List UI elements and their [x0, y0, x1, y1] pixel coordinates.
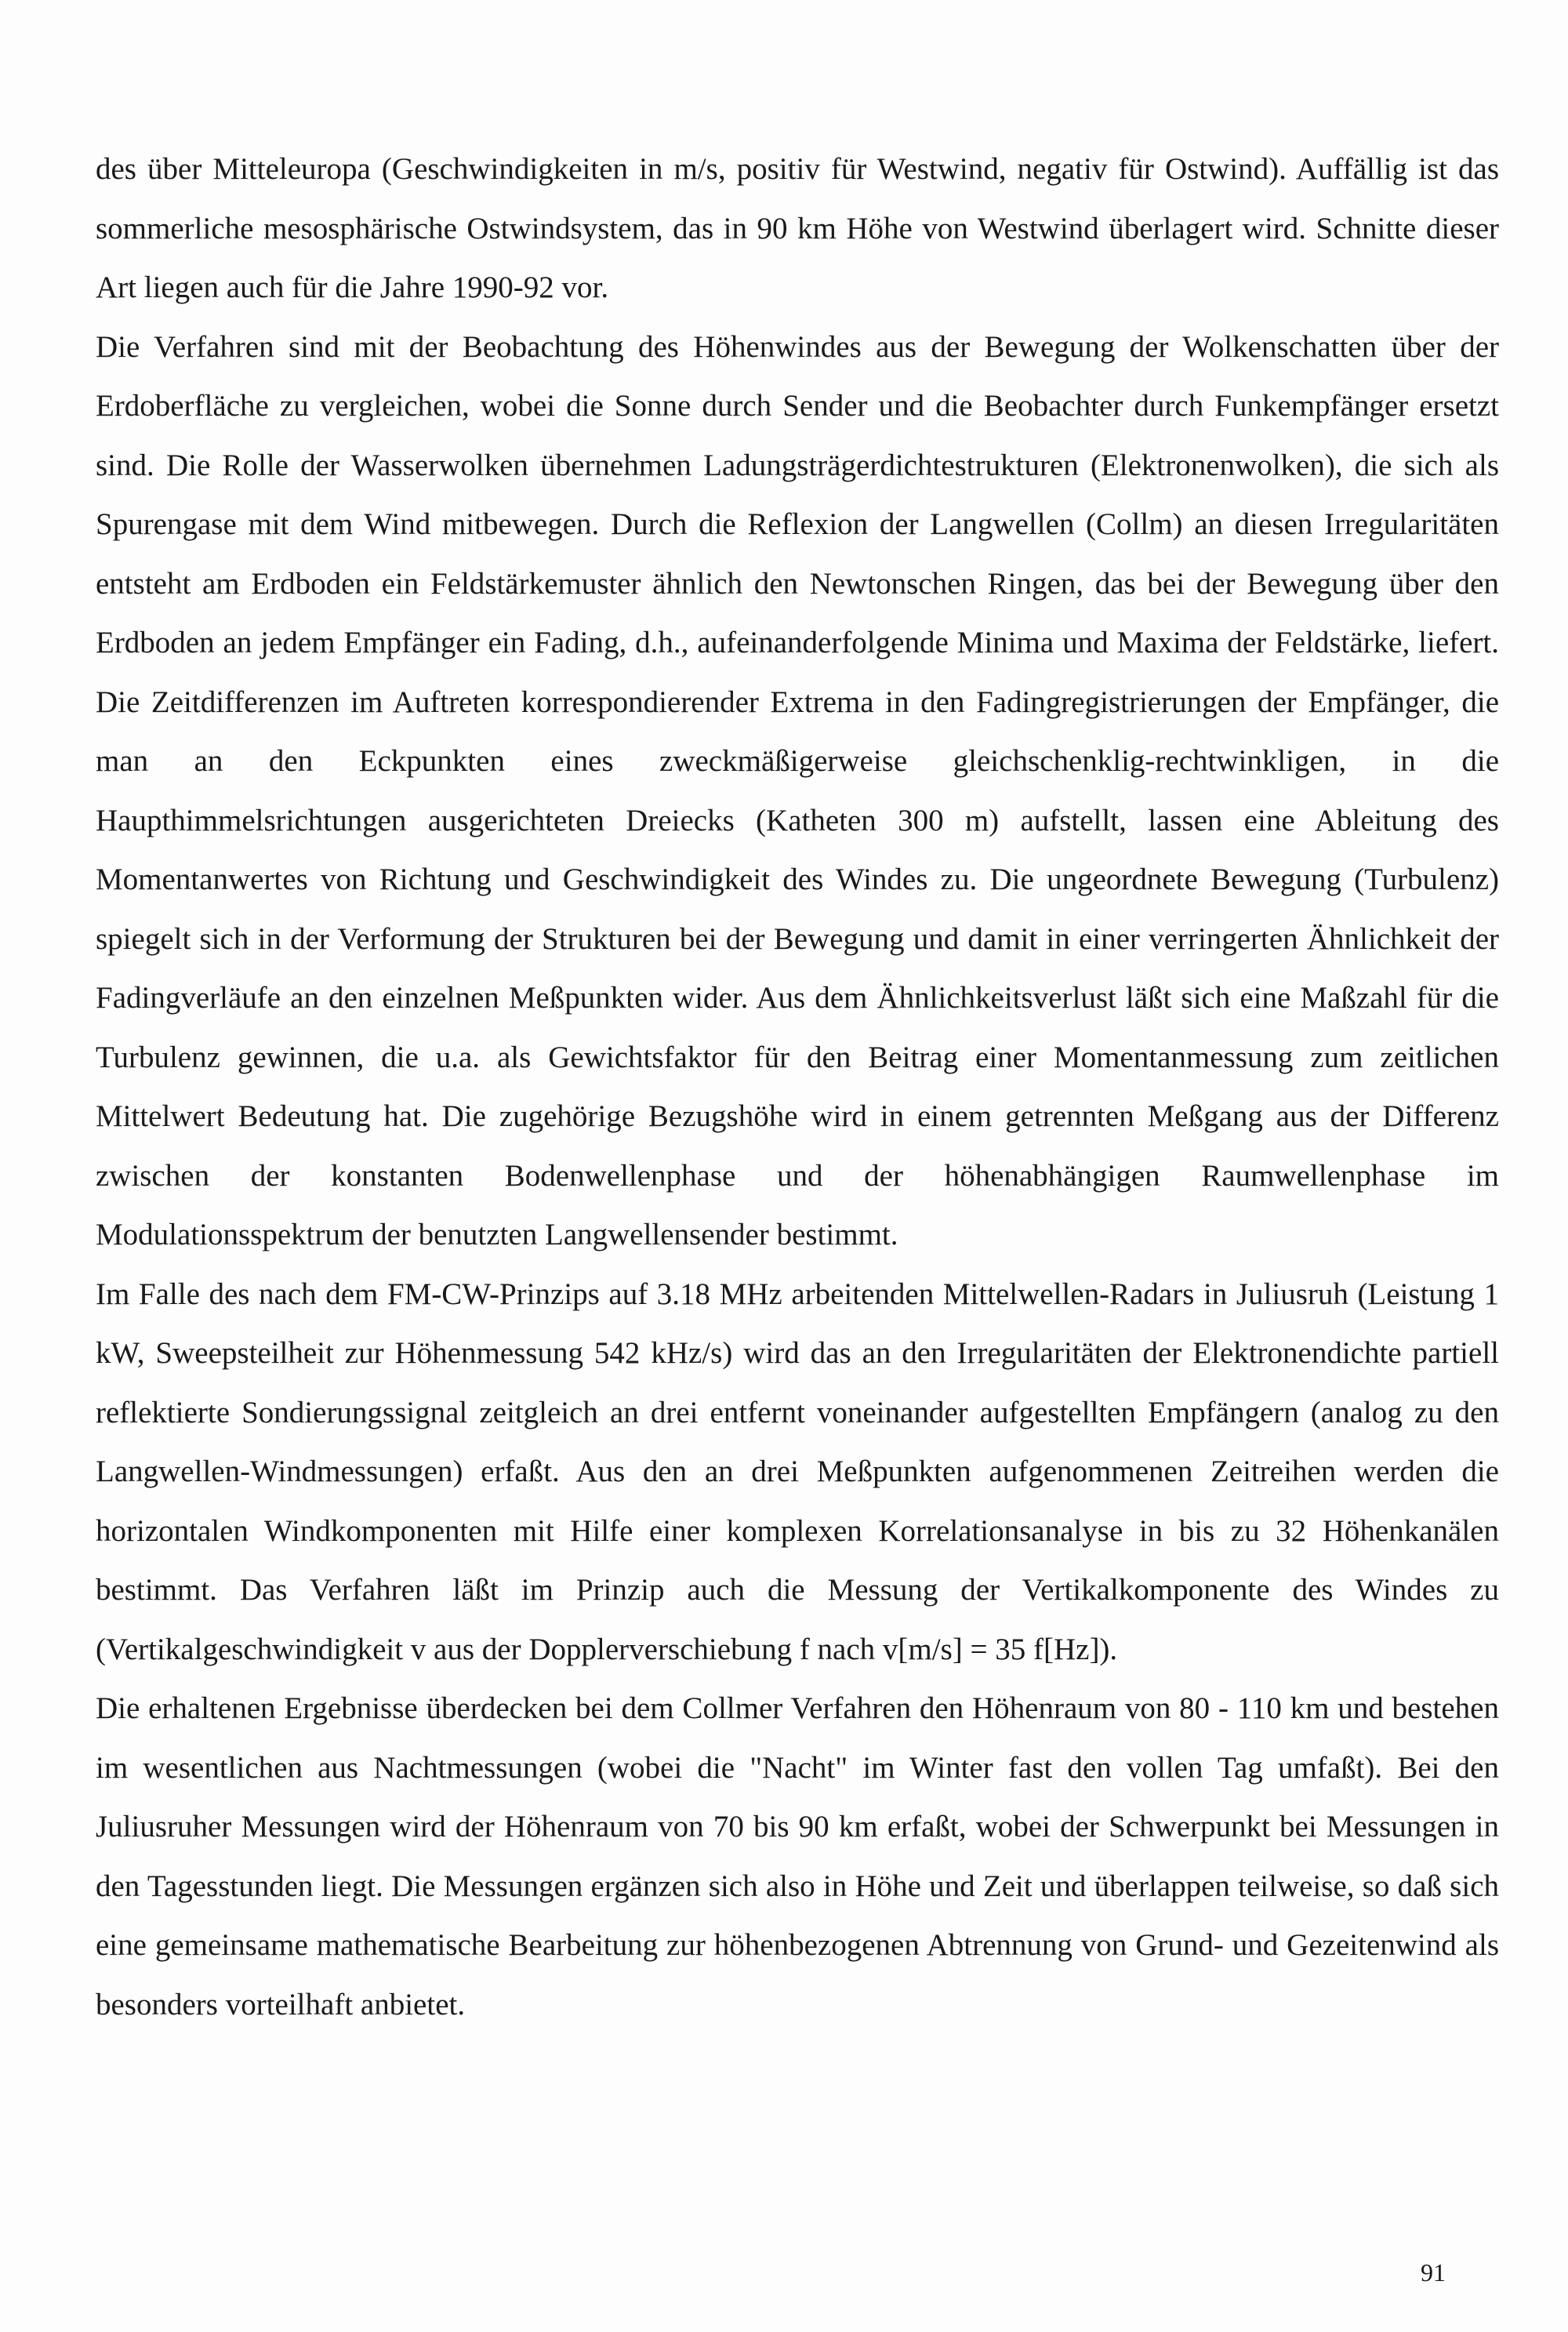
paragraph-methods: Die Verfahren sind mit der Beobachtung des Höhenwindes aus der Bewegung der Wolkenschatten über der Erdoberfläche zu vergleichen, wobei die Sonne durch Sender und die Beobachter durch Funkempfänger ersetzt sind. Die Rolle der Wasserwolken übernehmen Ladungsträgerdichtestrukturen (Elektronenwolken), die sich als Spurengase mit dem Wind mitbewegen. Durch die Reflexion der Langwellen (Collm) an diesen Irregularitäten entsteht am Erdboden ein Feldstärkemuster ähnlich den Newtonschen Ringen, das bei der Bewegung über den Erdboden an jedem Empfänger ein Fading, d.h., aufeinanderfolgende Minima und Maxima der Feldstärke, liefert. Die Zeitdifferenzen im Auftreten korrespondierender Extrema in den Fadingregistrierungen der Empfänger, die man an den Eckpunkten eines zweckmäßigerweise gleichschenklig-rechtwinkligen, in die Haupthimmelsrichtungen ausgerichteten Dreiecks (Katheten 300 m) aufstellt, lassen eine Ableitung des Momentanwertes von Richtung und Geschwindigkeit des Windes zu. Die ungeordnete Bewegung (Turbulenz) spiegelt sich in der Verformung der Strukturen bei der Bewegung und damit in einer verringerten Ähnlichkeit der Fadingverläufe an den einzelnen Meßpunkten wider. Aus dem Ähnlichkeitsverlust läßt sich eine Maßzahl für die Turbulenz gewinnen, die u.a. als Gewichtsfaktor für den Beitrag einer Momentanmessung zum zeitlichen Mittelwert Bedeutung hat. Die zugehörige Bezugshöhe wird in einem getrennten Meßgang aus der Differenz zwischen der konstanten Bodenwellenphase und der höhenabhängigen Raumwellenphase im Modulationsspektrum der benutzten Langwellensender bestimmt.: [96, 329, 1499, 1251]
body-text: [96, 140, 1499, 2034]
paragraph-continuation: des über Mitteleuropa (Geschwindigkeiten in m/s, positiv für Westwind, negativ für Ostwind). Auffällig ist das sommerliche mesosphärische Ostwindsystem, das in 90 km Höhe von Westwind überlagert wird. Schnitte dieser Art liegen auch für die Jahre 1990-92 vor.: [96, 152, 1499, 304]
paragraph-radar: Im Falle des nach dem FM-CW-Prinzips auf 3.18 MHz arbeitenden Mittelwellen-Radars in Juliusruh (Leistung 1 kW, Sweepsteilheit zur Höhenmessung 542 kHz/s) wird das an den Irregularitäten der Elektronendichte partiell reflektierte Sondierungssignal zeitgleich an drei entfernt voneinander aufgestellten Empfängern (analog zu den Langwellen-Windmessungen) erfaßt. Aus den an drei Meßpunkten aufgenommenen Zeitreihen werden die horizontalen Windkomponenten mit Hilfe einer komplexen Korrelationsanalyse in bis zu 32 Höhenkanälen bestimmt. Das Verfahren läßt im Prinzip auch die Messung der Vertikalkomponente des Windes zu (Vertikalgeschwindigkeit v aus der Dopplerverschiebung f nach v[m/s] = 35 f[Hz]).: [96, 1277, 1499, 1666]
paragraph-results: Die erhaltenen Ergebnisse überdecken bei dem Collmer Verfahren den Höhenraum von 80 - 110 km und bestehen im wesentlichen aus Nachtmessungen (wobei die "Nacht" im Winter fast den vollen Tag umfaßt). Bei den Juliusruher Messungen wird der Höhenraum von 70 bis 90 km erfaßt, wobei der Schwerpunkt bei Messungen in den Tagesstunden liegt. Die Messungen ergänzen sich also in Höhe und Zeit und überlappen teilweise, so daß sich eine gemeinsame mathematische Bearbeitung zur höhenbezogenen Abtrennung von Grund- und Gezeitenwind als besonders vorteilhaft anbietet.: [96, 1691, 1499, 2021]
page-number: 91: [1421, 2258, 1446, 2287]
